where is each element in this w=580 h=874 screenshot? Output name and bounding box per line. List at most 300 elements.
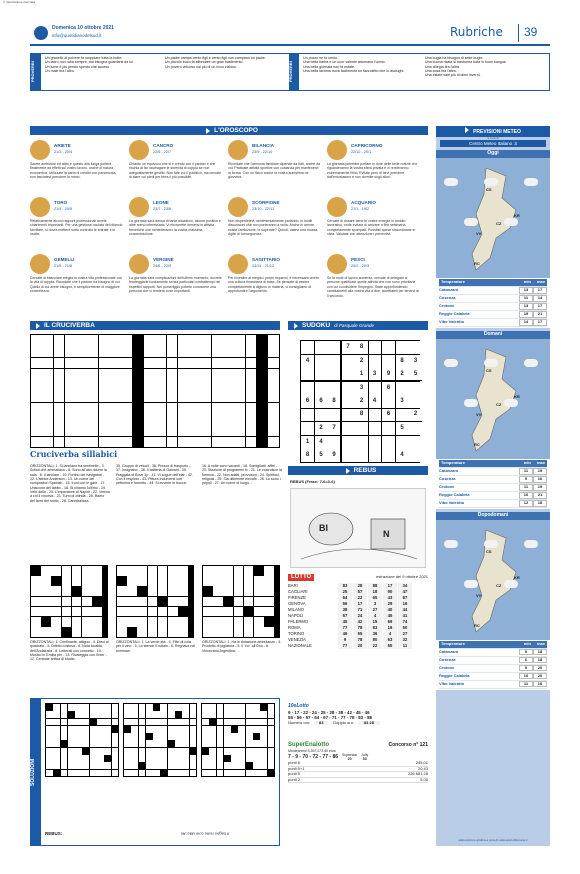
crossword-cell[interactable] <box>209 726 216 733</box>
crossword-cell[interactable] <box>234 391 245 402</box>
crossword-cell[interactable] <box>82 762 89 769</box>
crossword-cell[interactable] <box>260 704 267 711</box>
crossword-cell[interactable] <box>153 726 160 733</box>
crossword-cell[interactable] <box>253 762 260 769</box>
crossword-cell[interactable] <box>54 403 65 414</box>
sudoku-cell[interactable] <box>396 382 409 395</box>
crossword-cell[interactable] <box>268 704 275 711</box>
crossword-cell[interactable] <box>68 748 75 755</box>
crossword-cell[interactable] <box>144 403 155 414</box>
crossword-cell[interactable] <box>61 755 68 762</box>
crossword-cell[interactable] <box>54 369 65 380</box>
crossword-cell[interactable] <box>202 740 209 747</box>
crossword-cell[interactable] <box>153 740 160 747</box>
crossword-cell[interactable] <box>146 733 153 740</box>
crossword-cell[interactable] <box>155 369 166 380</box>
crossword-cell[interactable] <box>175 704 182 711</box>
crossword-cell[interactable] <box>144 369 155 380</box>
crossword-cell[interactable] <box>90 755 97 762</box>
crossword-cell[interactable] <box>99 425 110 436</box>
crossword-cell[interactable] <box>217 748 224 755</box>
crossword-cell[interactable] <box>234 346 245 357</box>
crossword-cell[interactable] <box>90 748 97 755</box>
crossword-cell[interactable] <box>190 762 197 769</box>
crossword-cell[interactable] <box>82 597 92 607</box>
crossword-cell[interactable] <box>203 566 213 576</box>
crossword-cell[interactable] <box>175 770 182 777</box>
crossword-cell[interactable] <box>160 748 167 755</box>
crossword-cell[interactable] <box>76 369 87 380</box>
crossword-cell[interactable] <box>99 414 110 425</box>
crossword-cell[interactable] <box>168 755 175 762</box>
crossword-cell[interactable] <box>54 358 65 369</box>
sudoku-cell[interactable] <box>315 409 328 422</box>
crossword-cell[interactable] <box>53 755 60 762</box>
crossword-cell[interactable] <box>121 369 132 380</box>
crossword-cell[interactable] <box>234 403 245 414</box>
sudoku-cell[interactable]: 2 <box>355 355 368 368</box>
crossword-cell[interactable] <box>76 403 87 414</box>
crossword-cell[interactable] <box>127 617 137 627</box>
crossword-cell[interactable] <box>41 627 51 637</box>
crossword-cell[interactable] <box>46 711 53 718</box>
crossword-cell[interactable] <box>223 391 234 402</box>
crossword-cell[interactable] <box>238 711 245 718</box>
crossword-cell[interactable] <box>175 748 182 755</box>
crossword-cell[interactable] <box>53 740 60 747</box>
crossword-cell[interactable] <box>144 425 155 436</box>
crossword-cell[interactable] <box>238 740 245 747</box>
crossword-cell[interactable] <box>90 704 97 711</box>
crossword-cell[interactable] <box>54 437 65 448</box>
crossword-cell[interactable] <box>92 607 102 617</box>
crossword-cell[interactable] <box>213 566 223 576</box>
crossword-cell[interactable] <box>158 566 168 576</box>
crossword-cell[interactable] <box>231 733 238 740</box>
crossword-cell[interactable] <box>209 719 216 726</box>
crossword-cell[interactable] <box>104 733 111 740</box>
crossword-cell[interactable] <box>155 414 166 425</box>
crossword-cell[interactable] <box>99 358 110 369</box>
crossword-cell[interactable] <box>244 627 254 637</box>
crossword-cell[interactable] <box>82 566 92 576</box>
crossword-cell[interactable] <box>117 566 127 576</box>
crossword-cell[interactable] <box>137 607 147 617</box>
crossword-cell[interactable] <box>61 733 68 740</box>
crossword-cell[interactable] <box>231 762 238 769</box>
crossword-cell[interactable] <box>231 770 238 777</box>
sudoku-cell[interactable]: 6 <box>301 395 314 408</box>
sudoku-cell[interactable] <box>342 422 355 435</box>
crossword-cell[interactable] <box>155 358 166 369</box>
sudoku-cell[interactable] <box>396 436 409 449</box>
sudoku-cell[interactable] <box>369 436 382 449</box>
crossword-cell[interactable] <box>168 726 175 733</box>
crossword-cell[interactable] <box>53 719 60 726</box>
crossword-cell[interactable] <box>139 733 146 740</box>
crossword-cell[interactable] <box>68 740 75 747</box>
crossword-cell[interactable] <box>167 403 178 414</box>
crossword-cell[interactable] <box>203 617 213 627</box>
crossword-cell[interactable] <box>131 770 138 777</box>
crossword-cell[interactable] <box>46 748 53 755</box>
crossword-cell[interactable] <box>203 627 213 637</box>
crossword-cell[interactable] <box>212 380 223 391</box>
crossword-cell[interactable] <box>133 335 144 346</box>
crossword-cell[interactable] <box>72 586 82 596</box>
sudoku-cell[interactable] <box>328 341 341 354</box>
crossword-cell[interactable] <box>146 740 153 747</box>
crossword-cell[interactable] <box>223 586 233 596</box>
crossword-cell[interactable] <box>62 607 72 617</box>
crossword-cell[interactable] <box>31 617 41 627</box>
crossword-cell[interactable] <box>190 740 197 747</box>
crossword-cell[interactable] <box>117 607 127 617</box>
crossword-cell[interactable] <box>53 748 60 755</box>
crossword-cell[interactable] <box>244 586 254 596</box>
sudoku-cell[interactable] <box>301 341 314 354</box>
crossword-cell[interactable] <box>268 726 275 733</box>
crossword-cell[interactable] <box>68 733 75 740</box>
crossword-cell[interactable] <box>160 740 167 747</box>
crossword-cell[interactable] <box>175 740 182 747</box>
crossword-cell[interactable] <box>131 719 138 726</box>
crossword-cell[interactable] <box>62 566 72 576</box>
sudoku-cell[interactable] <box>409 436 422 449</box>
crossword-cell[interactable] <box>217 762 224 769</box>
sudoku-cell[interactable]: 3 <box>369 368 382 381</box>
crossword-cell[interactable] <box>190 726 197 733</box>
crossword-cell[interactable] <box>158 576 168 586</box>
crossword-cell[interactable] <box>133 414 144 425</box>
crossword-cell[interactable] <box>209 711 216 718</box>
crossword-cell[interactable] <box>231 755 238 762</box>
crossword-cell[interactable] <box>167 437 178 448</box>
crossword-cell[interactable] <box>213 607 223 617</box>
crossword-cell[interactable] <box>178 437 189 448</box>
crossword-cell[interactable] <box>61 740 68 747</box>
crossword-cell[interactable] <box>167 358 178 369</box>
sudoku-cell[interactable]: 1 <box>355 368 368 381</box>
crossword-cell[interactable] <box>121 425 132 436</box>
crossword-cell[interactable] <box>87 380 98 391</box>
crossword-cell[interactable] <box>131 726 138 733</box>
crossword-cell[interactable] <box>223 566 233 576</box>
sudoku-cell[interactable]: 3 <box>355 382 368 395</box>
crossword-cell[interactable] <box>200 335 211 346</box>
sudoku-cell[interactable] <box>409 422 422 435</box>
crossword-cell[interactable] <box>76 335 87 346</box>
crossword-cell[interactable] <box>268 755 275 762</box>
crossword-cell[interactable] <box>139 719 146 726</box>
crossword-cell[interactable] <box>264 617 274 627</box>
crossword-cell[interactable] <box>131 755 138 762</box>
crossword-cell[interactable] <box>202 704 209 711</box>
crossword-cell[interactable] <box>264 566 274 576</box>
crossword-cell[interactable] <box>160 704 167 711</box>
crossword-cell[interactable] <box>121 403 132 414</box>
sudoku-cell[interactable]: 4 <box>396 449 409 462</box>
crossword-cell[interactable] <box>117 597 127 607</box>
crossword-cell[interactable] <box>146 704 153 711</box>
crossword-cell[interactable] <box>75 726 82 733</box>
crossword-cell[interactable] <box>76 391 87 402</box>
crossword-cell[interactable] <box>127 586 137 596</box>
crossword-cell[interactable] <box>110 358 121 369</box>
crossword-cell[interactable] <box>217 770 224 777</box>
crossword-cell[interactable] <box>46 762 53 769</box>
crossword-cell[interactable] <box>178 380 189 391</box>
crossword-cell[interactable] <box>75 762 82 769</box>
crossword-cell[interactable] <box>168 576 178 586</box>
crossword-cell[interactable] <box>82 586 92 596</box>
crossword-cell[interactable] <box>254 597 264 607</box>
crossword-cell[interactable] <box>97 770 104 777</box>
crossword-cell[interactable] <box>202 719 209 726</box>
crossword-cell[interactable] <box>153 755 160 762</box>
crossword-cell[interactable] <box>155 346 166 357</box>
crossword-cell[interactable] <box>182 733 189 740</box>
crossword-cell[interactable] <box>144 437 155 448</box>
crossword-cell[interactable] <box>246 335 257 346</box>
crossword-cell[interactable] <box>90 711 97 718</box>
crossword-cell[interactable] <box>124 762 131 769</box>
crossword-cell[interactable] <box>231 704 238 711</box>
crossword-cell[interactable] <box>175 762 182 769</box>
crossword-cell[interactable] <box>82 770 89 777</box>
crossword-cell[interactable] <box>82 607 92 617</box>
crossword-cell[interactable] <box>268 437 279 448</box>
crossword-cell[interactable] <box>268 719 275 726</box>
crossword-cell[interactable] <box>223 576 233 586</box>
crossword-cell[interactable] <box>168 733 175 740</box>
crossword-cell[interactable] <box>202 711 209 718</box>
crossword-cell[interactable] <box>121 437 132 448</box>
crossword-cell[interactable] <box>65 380 76 391</box>
crossword-cell[interactable] <box>76 346 87 357</box>
crossword-cell[interactable] <box>51 576 61 586</box>
crossword-cell[interactable] <box>75 748 82 755</box>
crossword-cell[interactable] <box>75 711 82 718</box>
sudoku-cell[interactable] <box>409 449 422 462</box>
crossword-cell[interactable] <box>260 719 267 726</box>
crossword-cell[interactable] <box>131 711 138 718</box>
crossword-cell[interactable] <box>168 770 175 777</box>
crossword-cell[interactable] <box>257 391 268 402</box>
crossword-cell[interactable] <box>146 762 153 769</box>
crossword-cell[interactable] <box>175 711 182 718</box>
crossword-cell[interactable] <box>139 704 146 711</box>
crossword-cell[interactable] <box>82 617 92 627</box>
crossword-cell[interactable] <box>168 627 178 637</box>
crossword-cell[interactable] <box>223 346 234 357</box>
crossword-cell[interactable] <box>54 380 65 391</box>
crossword-cell[interactable] <box>82 740 89 747</box>
crossword-cell[interactable] <box>200 391 211 402</box>
crossword-cell[interactable] <box>178 369 189 380</box>
crossword-cell[interactable] <box>137 617 147 627</box>
crossword-cell[interactable] <box>117 586 127 596</box>
crossword-cell[interactable] <box>117 617 127 627</box>
crossword-cell[interactable] <box>224 740 231 747</box>
crossword-cell[interactable] <box>202 762 209 769</box>
crossword-cell[interactable] <box>153 770 160 777</box>
crossword-cell[interactable] <box>257 414 268 425</box>
crossword-cell[interactable] <box>87 369 98 380</box>
crossword-cell[interactable] <box>110 346 121 357</box>
crossword-cell[interactable] <box>65 358 76 369</box>
sudoku-cell[interactable]: 1 <box>301 436 314 449</box>
crossword-cell[interactable] <box>146 726 153 733</box>
crossword-cell[interactable] <box>65 346 76 357</box>
crossword-cell[interactable] <box>168 711 175 718</box>
sudoku-cell[interactable] <box>409 341 422 354</box>
crossword-cell[interactable] <box>175 726 182 733</box>
crossword-cell[interactable] <box>82 719 89 726</box>
crossword-cell[interactable] <box>139 711 146 718</box>
crossword-cell[interactable] <box>124 748 131 755</box>
crossword-cell[interactable] <box>42 335 53 346</box>
crossword-cell[interactable] <box>189 437 200 448</box>
sudoku-cell[interactable] <box>328 382 341 395</box>
crossword-cell[interactable] <box>246 346 257 357</box>
crossword-cell[interactable] <box>268 770 275 777</box>
crossword-cell[interactable] <box>257 369 268 380</box>
crossword-cell[interactable] <box>148 617 158 627</box>
crossword-cell[interactable] <box>189 380 200 391</box>
crossword-cell[interactable] <box>146 770 153 777</box>
crossword-cell[interactable] <box>92 617 102 627</box>
crossword-cell[interactable] <box>224 755 231 762</box>
crossword-cell[interactable] <box>190 711 197 718</box>
crossword-cell[interactable] <box>167 391 178 402</box>
crossword-cell[interactable] <box>234 335 245 346</box>
sudoku-cell[interactable] <box>328 436 341 449</box>
crossword-cell[interactable] <box>212 358 223 369</box>
crossword-cell[interactable] <box>264 627 274 637</box>
crossword-cell[interactable] <box>212 369 223 380</box>
crossword-cell[interactable] <box>61 726 68 733</box>
crossword-cell[interactable] <box>268 748 275 755</box>
crossword-cell[interactable] <box>127 597 137 607</box>
crossword-cell[interactable] <box>82 576 92 586</box>
crossword-cell[interactable] <box>246 755 253 762</box>
crossword-cell[interactable] <box>212 391 223 402</box>
crossword-cell[interactable] <box>90 733 97 740</box>
crossword-cell[interactable] <box>90 740 97 747</box>
crossword-cell[interactable] <box>153 733 160 740</box>
crossword-cell[interactable] <box>223 380 234 391</box>
crossword-cell[interactable] <box>200 403 211 414</box>
sudoku-cell[interactable]: 2 <box>355 395 368 408</box>
crossword-cell[interactable] <box>65 414 76 425</box>
crossword-cell[interactable] <box>190 770 197 777</box>
crossword-cell[interactable] <box>190 748 197 755</box>
crossword-cell[interactable] <box>158 607 168 617</box>
crossword-cell[interactable] <box>41 597 51 607</box>
crossword-cell[interactable] <box>168 586 178 596</box>
sudoku-cell[interactable]: 4 <box>315 436 328 449</box>
sudoku-cell[interactable] <box>369 341 382 354</box>
crossword-cell[interactable] <box>121 414 132 425</box>
crossword-cell[interactable] <box>61 719 68 726</box>
crossword-cell[interactable] <box>200 358 211 369</box>
crossword-cell[interactable] <box>153 704 160 711</box>
sudoku-cell[interactable] <box>301 368 314 381</box>
crossword-cell[interactable] <box>112 733 119 740</box>
crossword-cell[interactable] <box>90 770 97 777</box>
sudoku-cell[interactable] <box>382 395 395 408</box>
crossword-cell[interactable] <box>46 704 53 711</box>
crossword-cell[interactable] <box>238 755 245 762</box>
crossword-cell[interactable] <box>117 576 127 586</box>
crossword-cell[interactable] <box>97 748 104 755</box>
crossword-cell[interactable] <box>223 437 234 448</box>
crossword-cell[interactable] <box>234 597 244 607</box>
crossword-cell[interactable] <box>46 719 53 726</box>
sudoku-cell[interactable] <box>342 436 355 449</box>
crossword-cell[interactable] <box>97 726 104 733</box>
crossword-cell[interactable] <box>139 770 146 777</box>
crossword-cell[interactable] <box>213 597 223 607</box>
crossword-cell[interactable] <box>223 358 234 369</box>
crossword-cell[interactable] <box>260 711 267 718</box>
crossword-cell[interactable] <box>202 733 209 740</box>
crossword-cell[interactable] <box>65 391 76 402</box>
crossword-cell[interactable] <box>76 358 87 369</box>
crossword-cell[interactable] <box>246 403 257 414</box>
crossword-cell[interactable] <box>139 755 146 762</box>
crossword-cell[interactable] <box>168 748 175 755</box>
crossword-cell[interactable] <box>253 726 260 733</box>
sudoku-cell[interactable]: 8 <box>355 341 368 354</box>
crossword-cell[interactable] <box>61 762 68 769</box>
sudoku-cell[interactable] <box>342 409 355 422</box>
crossword-cell[interactable] <box>253 770 260 777</box>
crossword-cell[interactable] <box>87 391 98 402</box>
crossword-cell[interactable] <box>42 369 53 380</box>
crossword-cell[interactable] <box>51 607 61 617</box>
crossword-cell[interactable] <box>209 770 216 777</box>
sudoku-cell[interactable] <box>342 449 355 462</box>
crossword-cell[interactable] <box>260 740 267 747</box>
crossword-cell[interactable] <box>253 733 260 740</box>
crossword-cell[interactable] <box>260 762 267 769</box>
crossword-cell[interactable] <box>246 740 253 747</box>
sudoku-cell[interactable] <box>369 409 382 422</box>
crossword-cell[interactable] <box>257 403 268 414</box>
crossword-cell[interactable] <box>87 437 98 448</box>
crossword-cell[interactable] <box>146 711 153 718</box>
crossword-cell[interactable] <box>68 762 75 769</box>
crossword-cell[interactable] <box>53 770 60 777</box>
crossword-cell[interactable] <box>131 762 138 769</box>
crossword-cell[interactable] <box>213 576 223 586</box>
crossword-cell[interactable] <box>97 733 104 740</box>
crossword-cell[interactable] <box>254 566 264 576</box>
crossword-cell[interactable] <box>231 711 238 718</box>
sudoku-cell[interactable] <box>328 368 341 381</box>
crossword-cell[interactable] <box>41 576 51 586</box>
sudoku-cell[interactable]: 6 <box>382 409 395 422</box>
crossword-cell[interactable] <box>41 617 51 627</box>
crossword-cell[interactable] <box>268 346 279 357</box>
crossword-cell[interactable] <box>75 704 82 711</box>
crossword-cell[interactable] <box>217 726 224 733</box>
crossword-cell[interactable] <box>209 704 216 711</box>
crossword-cell[interactable] <box>112 740 119 747</box>
crossword-cell[interactable] <box>124 740 131 747</box>
